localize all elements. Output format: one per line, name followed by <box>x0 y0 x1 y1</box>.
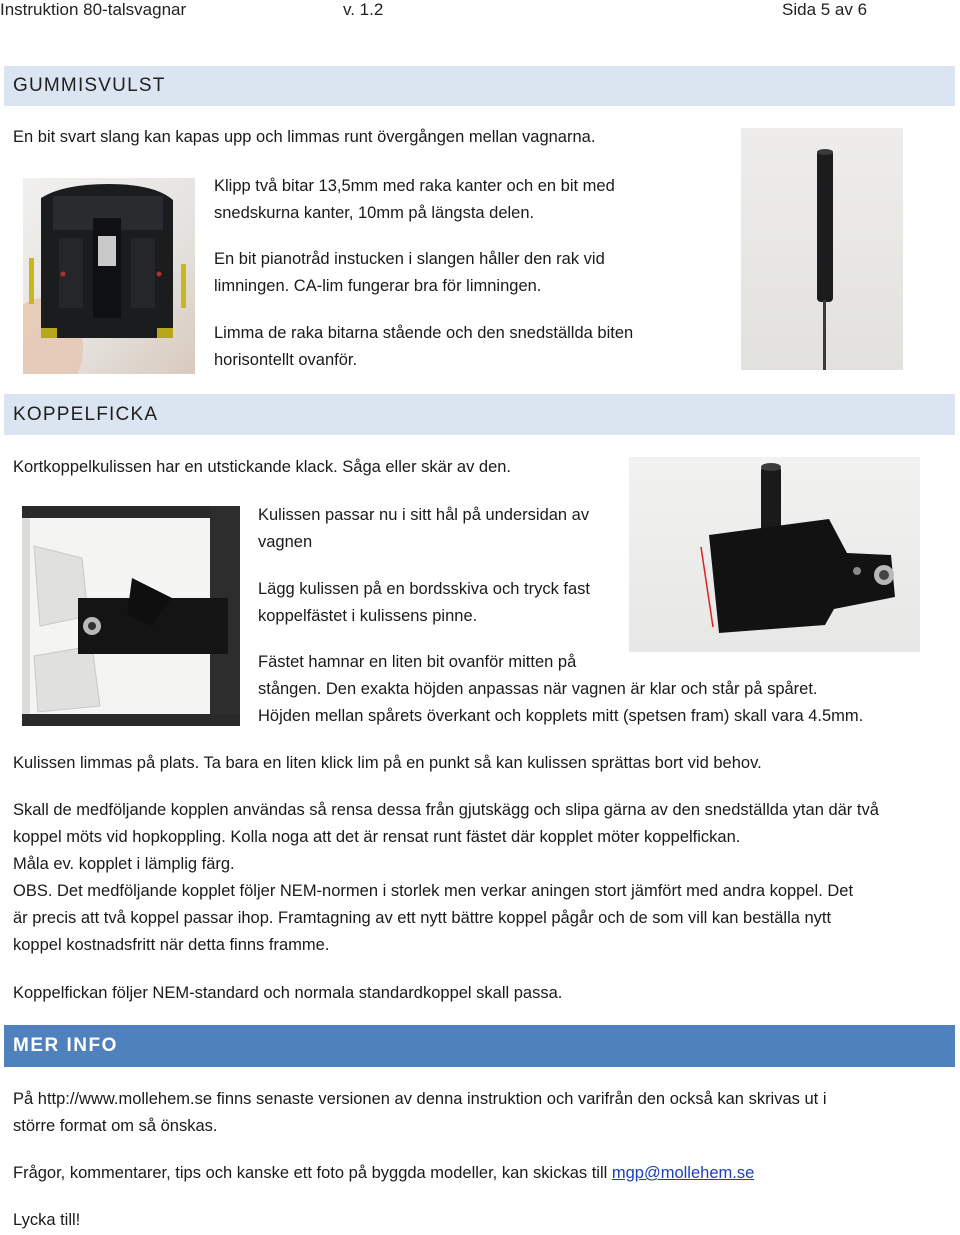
section-heading-mer-info: MER INFO <box>4 1025 955 1067</box>
contact-line <box>13 1160 754 1188</box>
info-line1: På http://www.mollehem.se finns senaste versionen av denna instruktion och varifrån den också kan skrivas ut i <box>13 1090 827 1108</box>
gummi-step3-line1: Limma de raka bitarna stående och den snedställda biten <box>214 324 634 342</box>
gummi-step1-line1: Klipp två bitar 13,5mm med raka kanter och en bit med <box>214 177 615 195</box>
gummi-step2-line2: limningen. CA-lim fungerar bra för limningen. <box>214 277 542 295</box>
photo-hose-drawing <box>741 128 903 370</box>
section-heading-gummisvulst: GUMMISVULST <box>4 66 955 106</box>
contact-text: Frågor, kommentarer, tips och kanske ett foto på byggda modeller, kan skickas till <box>13 1164 612 1182</box>
koppel-step2-line1: Lägg kulissen på en bordsskiva och tryck fast <box>258 580 591 598</box>
couplers-line2: koppel möts vid hopkoppling. Kolla noga att det är rensat runt fästet där kopplet möter koppelfickan. <box>13 828 741 846</box>
gummi-intro: En bit svart slang kan kapas upp och limmas runt övergången mellan vagnarna. <box>13 128 596 146</box>
couplers-line6: koppel kostnadsfritt när detta finns framme. <box>13 936 330 954</box>
closing-text: Lycka till! <box>13 1211 81 1229</box>
couplers-line3: Måla ev. kopplet i lämplig färg. <box>13 855 235 873</box>
photo-car-end-drawing <box>23 178 195 374</box>
photo-car-end <box>23 178 195 374</box>
koppel-glue-note: Kulissen limmas på plats. Ta bara en liten klick lim på en punkt så kan kulissen sprättas bort vid behov. <box>13 754 762 772</box>
koppel-step1-line2: vagnen <box>258 533 313 551</box>
page-number: Sida 5 av 6 <box>782 0 868 19</box>
doc-version: v. 1.2 <box>343 0 384 19</box>
koppel-step2-line2: koppelfästet i kulissens pinne. <box>258 607 478 625</box>
koppel-intro: Kortkoppelkulissen har en utstickande klack. Såga eller skär av den. <box>13 458 512 476</box>
photo-coupler-drawing <box>629 457 920 652</box>
koppel-nem-note: Koppelfickan följer NEM-standard och normala standardkoppel skall passa. <box>13 984 563 1002</box>
gummi-step3-line2: horisontellt ovanför. <box>214 351 358 369</box>
koppel-step1-line1: Kulissen passar nu i sitt hål på undersidan av <box>258 506 590 524</box>
couplers-line4: OBS. Det medföljande kopplet följer NEM-normen i storlek men verkar aningen stort jämfört med andra koppel. Det <box>13 882 854 900</box>
gummi-step2-line1: En bit pianotråd instucken i slangen håller den rak vid <box>214 250 605 268</box>
gummi-step1-line2: snedskurna kanter, 10mm på längsta delen. <box>214 204 535 222</box>
couplers-line5: är precis att två koppel passar ihop. Framtagning av ett nytt bättre koppel pågår och de som vill kan beställa nytt <box>13 909 832 927</box>
doc-title: Instruktion 80-talsvagnar <box>0 0 187 19</box>
photo-hose-on-wire <box>741 128 903 370</box>
email-link[interactable]: mgp@mollehem.se <box>611 1164 755 1182</box>
koppel-step3-line1: Fästet hamnar en liten bit ovanför mitten på <box>258 653 577 671</box>
photo-underside-drawing <box>22 506 240 726</box>
couplers-line1: Skall de medföljande kopplen användas så rensa dessa från gjutskägg och slipa gärna av den snedställda ytan där två <box>13 801 879 819</box>
photo-coupler-mount <box>629 457 920 652</box>
info-line2: större format om så önskas. <box>13 1117 218 1135</box>
section-heading-koppelficka: KOPPELFICKA <box>4 394 955 435</box>
koppel-step3-line3: Höjden mellan spårets överkant och kopplets mitt (spetsen fram) skall vara 4.5mm. <box>258 707 864 725</box>
photo-car-underside <box>22 506 240 726</box>
koppel-step3-line2: stången. Den exakta höjden anpassas när vagnen är klar och står på spåret. <box>258 680 818 698</box>
